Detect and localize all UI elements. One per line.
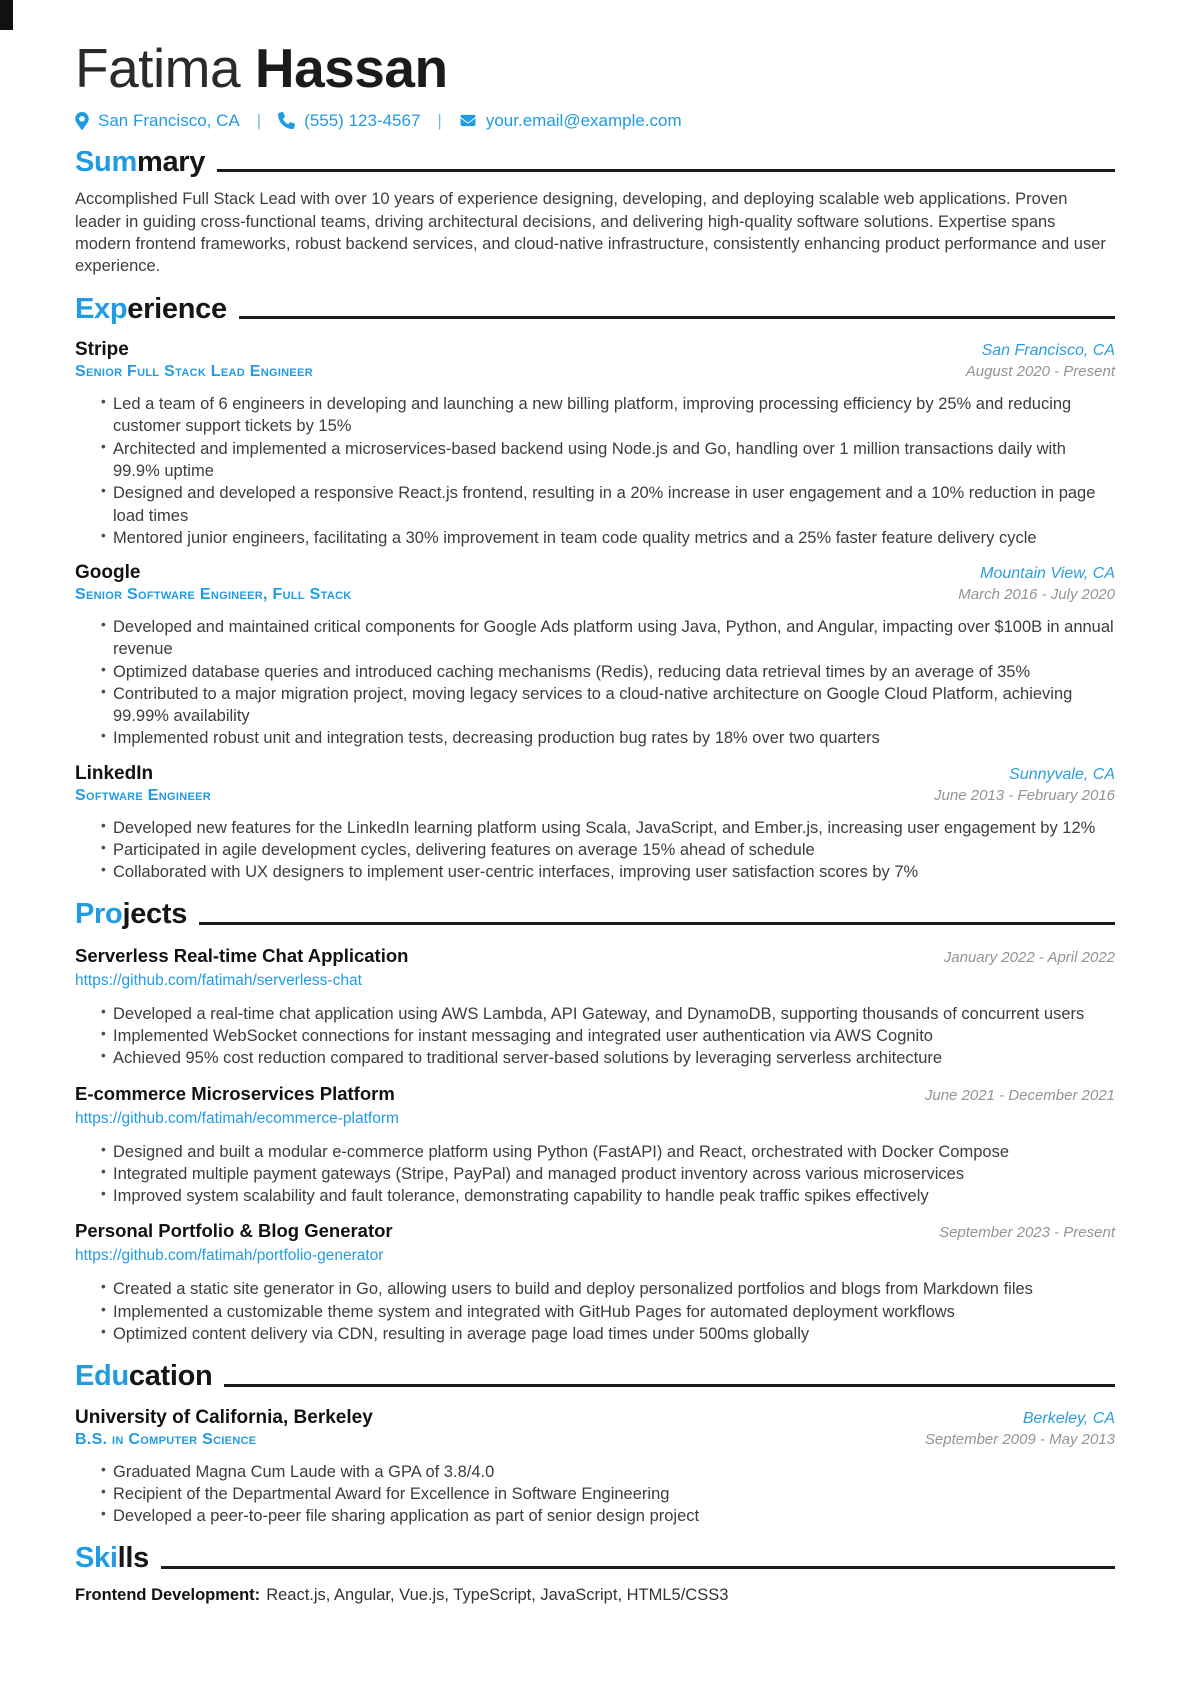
skills-heading-accent: Ski (75, 1542, 118, 1575)
envelope-icon (459, 113, 477, 128)
bullet-item: • Improved system scalability and fault tolerance, demonstrating capability to handle peak traffic spikes effectively (101, 1185, 1115, 1207)
phone-icon (278, 112, 295, 129)
skills-heading (75, 1542, 1115, 1575)
project-bullets (75, 1278, 1115, 1345)
bullet-item: • Achieved 95% cost reduction compared to traditional server-based solutions by leveraging serverless architecture (101, 1047, 1115, 1069)
contact-email[interactable] (459, 111, 682, 131)
contact-separator: | (256, 110, 262, 130)
experience-entries (75, 339, 1115, 883)
skill-values: React.js, Angular, Vue.js, TypeScript, JavaScript, HTML5/CSS3 (266, 1585, 729, 1604)
corner-mark (0, 0, 13, 30)
school-subheader-row (75, 1429, 1115, 1449)
project-entry (75, 1220, 1115, 1345)
summary-text: Accomplished Full Stack Lead with over 10 years of experience designing, developing, and deploying scalable web applications. Proven leader in guiding cross-functional teams, driving architectural decisions, and delivering high-quality software solutions. Expertise spans modern frontend frameworks, robust backend services, and cloud-native infrastructure, consistently enhancing product performance and user experience. (75, 190, 1106, 276)
bullet-item: • Integrated multiple payment gateways (Stripe, PayPal) and managed product inventory across various microservices (101, 1163, 1115, 1185)
first-name: Fatima (75, 37, 241, 99)
location-pin-icon (75, 112, 89, 130)
contact-location (75, 111, 240, 131)
job-entry (75, 339, 1115, 549)
section-rule (217, 169, 1115, 172)
education-heading (75, 1360, 1115, 1393)
bullet-item: • Developed a peer-to-peer file sharing application as part of senior design project (101, 1505, 1115, 1527)
project-dates: June 2021 - December 2021 (924, 1086, 1115, 1104)
job-title: Senior Software Engineer, Full Stack (75, 586, 352, 604)
bullet-item: • Developed a real-time chat application using AWS Lambda, API Gateway, and DynamoDB, supporting thousands of concurrent users (101, 1003, 1115, 1025)
job-bullets (75, 817, 1115, 884)
projects-section (75, 898, 1115, 1345)
project-link[interactable]: https://github.com/fatimah/serverless-chat (75, 971, 362, 989)
job-subheader-row (75, 361, 1115, 381)
project-title: Serverless Real-time Chat Application (75, 944, 409, 966)
bullet-item: • Optimized content delivery via CDN, resulting in average page load times under 500ms globally (101, 1323, 1115, 1345)
summary-heading-rest: mary (136, 145, 206, 178)
project-entry (75, 1083, 1115, 1208)
bullet-item: • Recipient of the Departmental Award for Excellence in Software Engineering (101, 1483, 1115, 1505)
education-section (75, 1360, 1115, 1527)
bullet-item: • Created a static site generator in Go, allowing users to build and deploy personalized portfolios and blogs from Markdown files (101, 1278, 1115, 1300)
project-entry (75, 945, 1115, 1070)
section-rule (161, 1566, 1115, 1569)
skills-heading-text (75, 1542, 149, 1575)
job-dates: June 2013 - February 2016 (934, 786, 1115, 804)
project-title: E-commerce Microservices Platform (75, 1082, 395, 1104)
job-header-row (75, 562, 1115, 584)
bullet-item: • Implemented robust unit and integration tests, decreasing production bug rates by 18% over two quarters (101, 727, 1115, 749)
company-name: Stripe (75, 339, 129, 361)
email-text: your.email@example.com (485, 110, 682, 130)
job-header-row (75, 339, 1115, 361)
skills-section (75, 1542, 1115, 1604)
skill-category-label: Frontend Development: (75, 1585, 261, 1604)
skill-entries (75, 1586, 1115, 1605)
school-location: Berkeley, CA (1022, 1409, 1115, 1427)
projects-heading-accent: Pro (75, 898, 123, 931)
projects-heading-text (75, 898, 187, 931)
section-rule (239, 316, 1115, 319)
summary-heading-text (75, 146, 205, 179)
company-name: Google (75, 562, 141, 584)
summary-heading-accent: Sum (75, 145, 137, 178)
bullet-item: • Mentored junior engineers, facilitating a 30% improvement in team code quality metrics and a 25% faster feature delivery cycle (101, 527, 1115, 549)
project-header-row (75, 945, 1115, 967)
education-entries (75, 1407, 1115, 1528)
experience-heading (75, 293, 1115, 326)
experience-heading-accent: Exp (75, 292, 128, 325)
job-location: Sunnyvale, CA (1009, 765, 1115, 783)
experience-heading-text (75, 293, 227, 326)
education-dates: September 2009 - May 2013 (924, 1430, 1115, 1448)
contact-phone[interactable] (278, 111, 420, 131)
bullet-item: • Contributed to a major migration project, moving legacy services to a cloud-native architecture on Google Cloud Platform, achieving 99.99% availability (101, 683, 1115, 728)
project-bullets (75, 1003, 1115, 1070)
education-heading-accent: Edu (75, 1360, 129, 1393)
skills-heading-rest: lls (117, 1542, 149, 1575)
projects-heading (75, 898, 1115, 931)
job-header-row (75, 763, 1115, 785)
job-entry (75, 763, 1115, 884)
page-title (75, 37, 1115, 99)
project-link[interactable]: https://github.com/fatimah/portfolio-generator (75, 1247, 384, 1265)
last-name: Hassan (254, 37, 448, 99)
company-name: LinkedIn (75, 762, 154, 784)
bullet-item: • Optimized database queries and introduced caching mechanisms (Redis), reducing data retrieval times by an average of 35% (101, 661, 1115, 683)
project-header-row (75, 1083, 1115, 1105)
job-location: Mountain View, CA (980, 565, 1115, 583)
bullet-item: • Collaborated with UX designers to implement user-centric interfaces, improving user satisfaction scores by 7% (101, 861, 1115, 883)
job-subheader-row (75, 785, 1115, 805)
bullet-item: • Developed and maintained critical components for Google Ads platform using Java, Python, and Angular, impacting over $100B in annual revenue (101, 616, 1115, 661)
bullet-item: • Implemented WebSocket connections for instant messaging and integrated user authentication via AWS Cognito (101, 1025, 1115, 1047)
job-entry (75, 562, 1115, 750)
school-header-row (75, 1407, 1115, 1429)
phone-text: (555) 123-4567 (304, 110, 421, 130)
summary-heading (75, 146, 1115, 179)
project-dates: September 2023 - Present (939, 1224, 1115, 1242)
section-rule (199, 922, 1115, 925)
contact-separator: | (437, 110, 442, 130)
experience-heading-rest: erience (127, 292, 227, 325)
education-heading-rest: cation (128, 1360, 213, 1393)
project-entries (75, 945, 1115, 1345)
job-dates: August 2020 - Present (965, 363, 1115, 381)
bullet-item: • Participated in agile development cycles, delivering features on average 15% ahead of schedule (101, 839, 1115, 861)
bullet-item: • Implemented a customizable theme system and integrated with GitHub Pages for automated deployment workflows (101, 1301, 1115, 1323)
project-dates: January 2022 - April 2022 (943, 948, 1115, 966)
location-text: San Francisco, CA (98, 110, 240, 130)
education-entry (75, 1407, 1115, 1528)
bullet-item: • Graduated Magna Cum Laude with a GPA of 3.8/4.0 (101, 1461, 1115, 1483)
contact-row (75, 111, 1115, 131)
section-rule (224, 1384, 1115, 1387)
project-bullets (75, 1141, 1115, 1208)
bullet-item: • Architected and implemented a microservices-based backend using Node.js and Go, handling over 1 million transactions daily with 99.9% uptime (101, 438, 1115, 483)
project-link[interactable]: https://github.com/fatimah/ecommerce-platform (75, 1109, 399, 1127)
job-dates: March 2016 - July 2020 (958, 586, 1115, 604)
job-location: San Francisco, CA (981, 342, 1115, 360)
bullet-item: • Developed new features for the LinkedIn learning platform using Scala, JavaScript, and Ember.js, increasing user engagement by 12% (101, 817, 1115, 839)
job-bullets (75, 393, 1115, 549)
project-header-row (75, 1220, 1115, 1242)
summary-section (75, 146, 1115, 278)
skill-line (75, 1586, 1115, 1605)
education-bullets (75, 1461, 1115, 1528)
projects-heading-rest: jects (122, 898, 188, 931)
school-name: University of California, Berkeley (75, 1406, 373, 1428)
experience-section (75, 293, 1115, 884)
job-title: Senior Full Stack Lead Engineer (75, 363, 313, 381)
degree: B.S. in Computer Science (75, 1430, 257, 1448)
project-title: Personal Portfolio & Blog Generator (75, 1220, 393, 1242)
bullet-item: • Led a team of 6 engineers in developing and launching a new billing platform, improving processing efficiency by 25% and reducing customer support tickets by 15% (101, 393, 1115, 438)
job-subheader-row (75, 584, 1115, 604)
job-title: Software Engineer (75, 786, 212, 804)
education-heading-text (75, 1360, 212, 1393)
job-bullets (75, 616, 1115, 750)
bullet-item: • Designed and built a modular e-commerce platform using Python (FastAPI) and React, orchestrated with Docker Compose (101, 1141, 1115, 1163)
bullet-item: • Designed and developed a responsive React.js frontend, resulting in a 20% increase in user engagement and a 10% reduction in page load times (101, 482, 1115, 527)
